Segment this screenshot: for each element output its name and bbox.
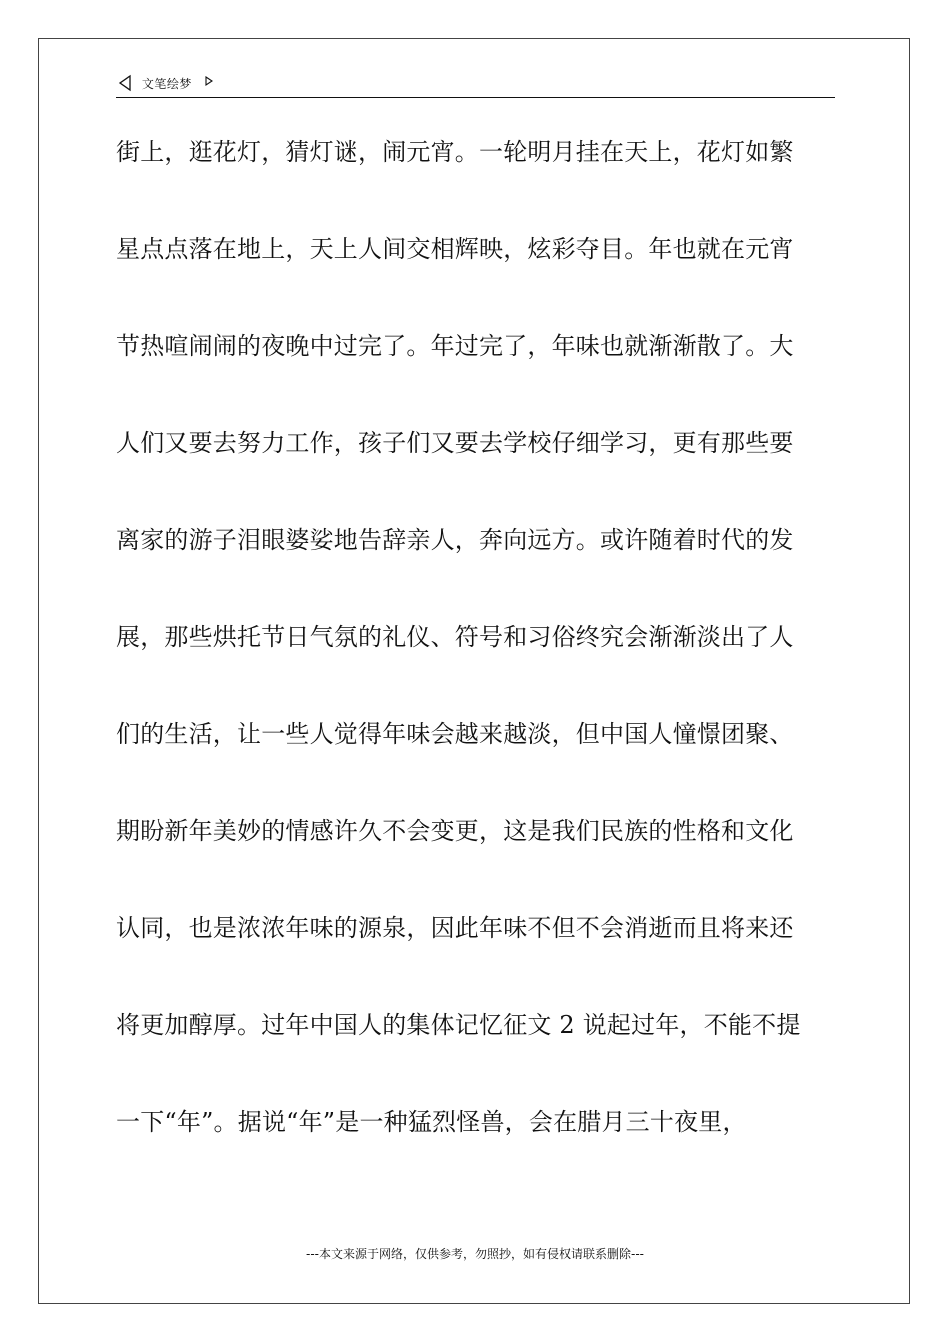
left-triangle-icon <box>118 74 132 98</box>
text-line: 节热喧闹闹的夜晚中过完了。年过完了，年味也就渐渐散了。大 <box>116 332 794 360</box>
text-line: 期盼新年美妙的情感许久不会变更，这是我们民族的性格和文化 <box>116 817 794 845</box>
text-line: 街上，逛花灯，猜灯谜，闹元宵。一轮明月挂在天上，花灯如繁 <box>116 138 794 166</box>
text-line: 一下“年”。据说“年”是一种猛烈怪兽，会在腊月三十夜里， <box>116 1108 747 1136</box>
text-line: 人们又要去努力工作，孩子们又要去学校仔细学习，更有那些要 <box>116 429 794 457</box>
text-line: 星点点落在地上，天上人间交相辉映，炫彩夺目。年也就在元宵 <box>116 235 794 263</box>
document-body <box>116 130 838 1197</box>
footer-disclaimer: ---本文来源于网络，仅供参考，勿照抄，如有侵权请联系删除--- <box>306 1247 644 1261</box>
right-triangle-icon <box>204 74 214 94</box>
text-line: 离家的游子泪眼婆娑地告辞亲人，奔向远方。或许随着时代的发 <box>116 526 794 554</box>
text-line: 们的生活，让一些人觉得年味会越来越淡，但中国人憧憬团聚、 <box>116 720 794 748</box>
text-line: 展，那些烘托节日气氛的礼仪、符号和习俗终究会渐渐淡出了人 <box>116 623 794 651</box>
text-line: 将更加醇厚。过年中国人的集体记忆征文 2 说起过年，不能不提 <box>116 1011 801 1039</box>
text-line: 认同，也是浓浓年味的源泉，因此年味不但不会消逝而且将来还 <box>116 914 794 942</box>
page-header <box>116 74 835 98</box>
header-brand: 文笔绘梦 <box>141 77 192 91</box>
